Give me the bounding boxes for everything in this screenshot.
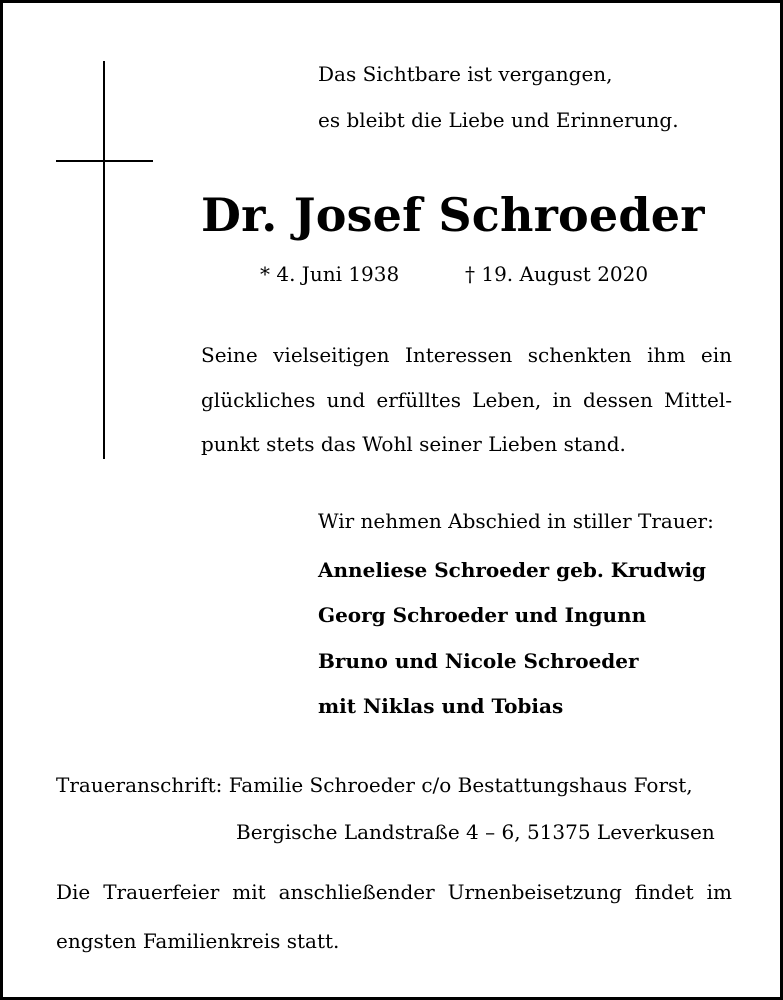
- ceremony-line-1: Die Trauerfeier mit anschließender Urnenbeisetzung findet im: [56, 880, 732, 904]
- tribute-line-1: Seine vielseitigen Interessen schenkten ihm ein: [201, 343, 732, 367]
- cross-horizontal-bar: [56, 160, 153, 162]
- death-date: † 19. August 2020: [465, 262, 649, 286]
- quote-line-2: es bleibt die Liebe und Erinnerung.: [318, 108, 679, 132]
- mourning-address-line-1: Traueranschrift: Familie Schroeder c/o Bestattungshaus Forst,: [56, 773, 693, 797]
- mourner-name: Georg Schroeder und Ingunn: [318, 603, 647, 627]
- mourner-name: Anneliese Schroeder geb. Krudwig: [318, 558, 707, 582]
- mourners-intro: Wir nehmen Abschied in stiller Trauer:: [318, 509, 714, 533]
- tribute-line-2: glückliches und erfülltes Leben, in dessen Mittel-: [201, 388, 732, 412]
- mourner-name: Bruno und Nicole Schroeder: [318, 649, 639, 673]
- tribute-line-3: punkt stets das Wohl seiner Lieben stand.: [201, 432, 626, 456]
- ceremony-line-2: engsten Familienkreis statt.: [56, 929, 340, 953]
- mourning-address-line-2: Bergische Landstraße 4 – 6, 51375 Leverkusen: [236, 820, 715, 844]
- cross-vertical-bar: [103, 61, 105, 459]
- quote-line-1: Das Sichtbare ist vergangen,: [318, 62, 613, 86]
- birth-date: * 4. Juni 1938: [260, 262, 400, 286]
- deceased-name: Dr. Josef Schroeder: [201, 188, 705, 242]
- mourner-name: mit Niklas und Tobias: [318, 694, 564, 718]
